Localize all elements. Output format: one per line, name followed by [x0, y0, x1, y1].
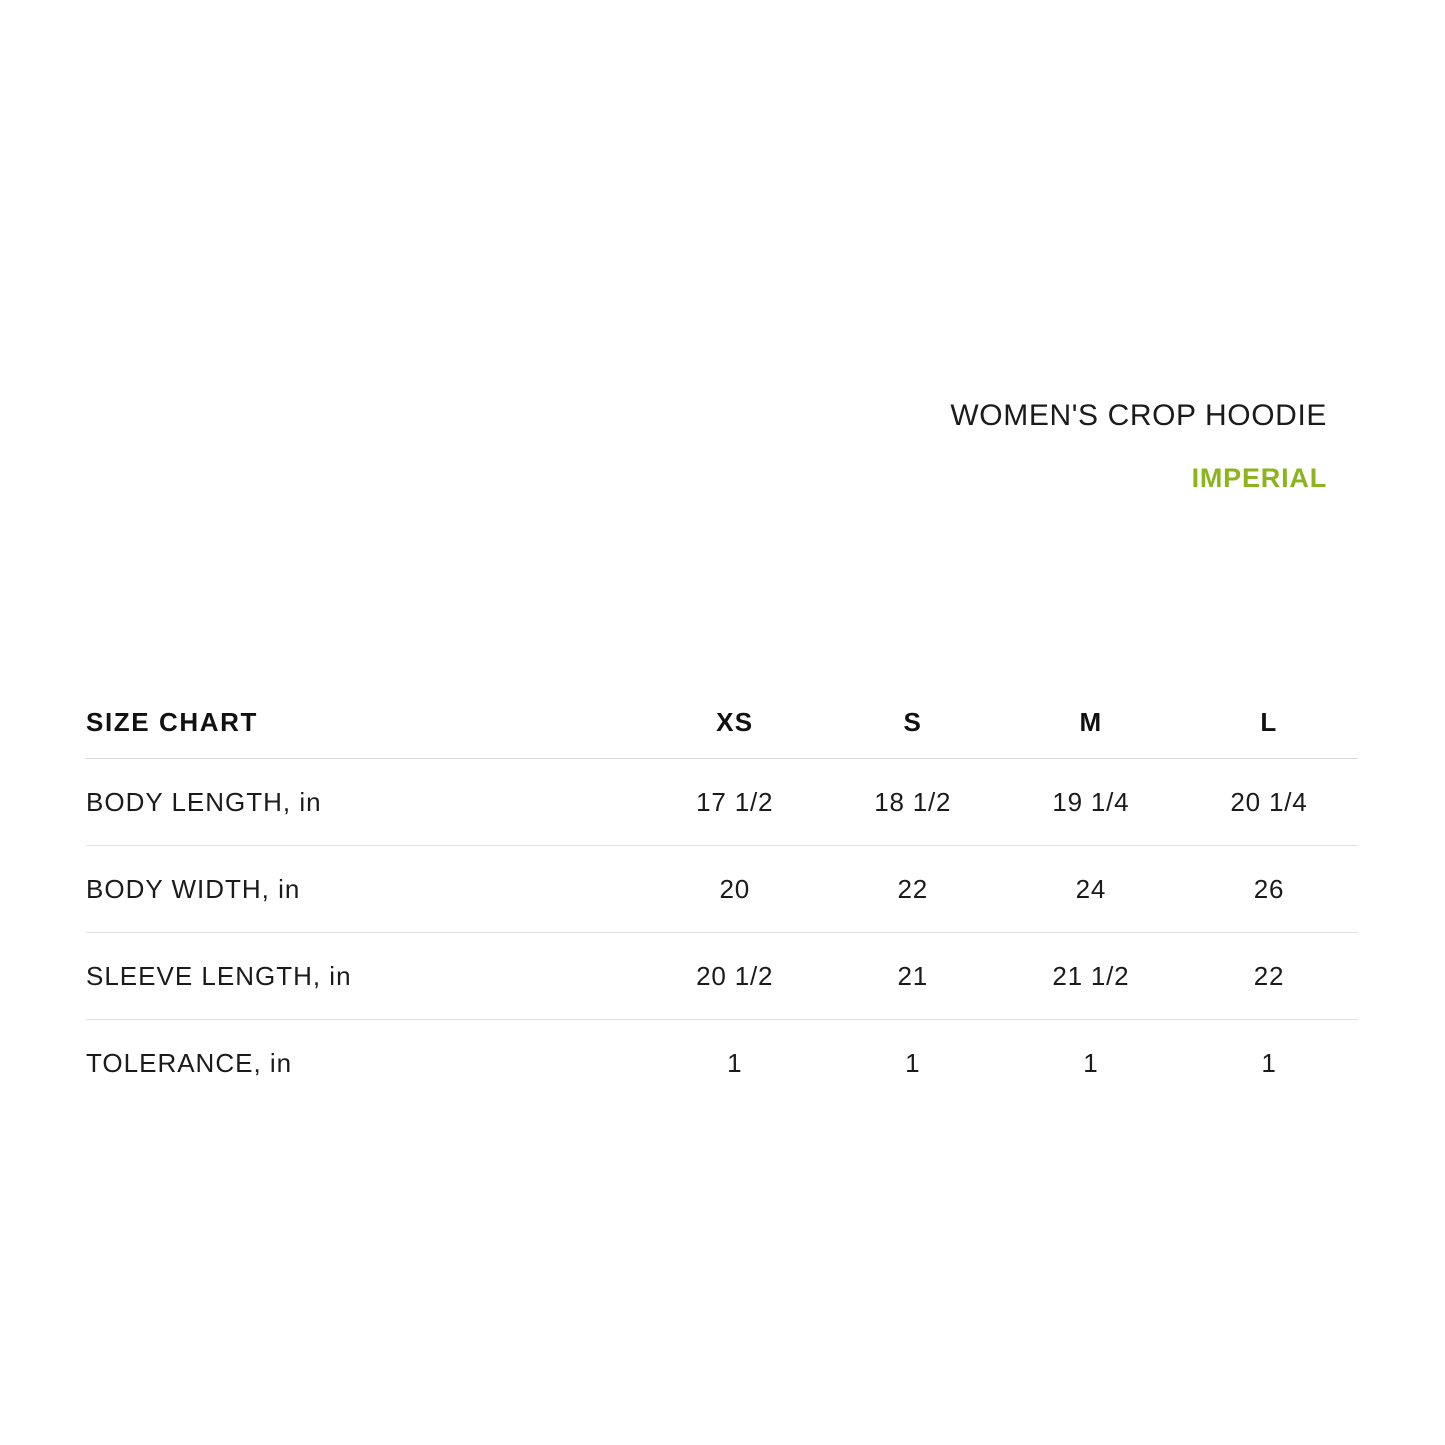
- unit-system-label: IMPERIAL: [1191, 463, 1327, 493]
- table-cell: 18 1/2: [824, 759, 1002, 846]
- table-cell: 22: [1180, 933, 1358, 1020]
- column-header-m: M: [1002, 686, 1180, 759]
- header: [950, 398, 1327, 494]
- table-cell: 21 1/2: [1002, 933, 1180, 1020]
- table-cell: 21: [824, 933, 1002, 1020]
- table-cell: 20: [646, 846, 824, 933]
- table-row: [86, 759, 1358, 846]
- row-label: BODY LENGTH, in: [86, 759, 646, 846]
- row-label: SLEEVE LENGTH, in: [86, 933, 646, 1020]
- table-corner-label: SIZE CHART: [86, 686, 646, 759]
- table-cell: 20 1/4: [1180, 759, 1358, 846]
- table-cell: 20 1/2: [646, 933, 824, 1020]
- table-cell: 26: [1180, 846, 1358, 933]
- table-cell: 22: [824, 846, 1002, 933]
- size-chart-table-wrapper: [86, 686, 1358, 1106]
- table-cell: 19 1/4: [1002, 759, 1180, 846]
- table-cell: 1: [1083, 1047, 1099, 1078]
- table-header: [86, 686, 1358, 759]
- table-header-row: [86, 686, 1358, 759]
- table-cell: 1: [905, 1047, 921, 1078]
- size-chart-table: [86, 686, 1358, 1106]
- table-row: [86, 846, 1358, 933]
- column-header-xs: XS: [646, 686, 824, 759]
- table-row: [86, 933, 1358, 1020]
- page-title: WOMEN'S CROP HOODIE: [950, 399, 1327, 432]
- table-cell: 1: [727, 1047, 743, 1078]
- table-cell: 24: [1002, 846, 1180, 933]
- table-body: [86, 759, 1358, 1107]
- row-label: TOLERANCE, in: [86, 1047, 293, 1078]
- table-cell: 1: [1261, 1047, 1277, 1078]
- column-header-s: S: [824, 686, 1002, 759]
- table-row: [86, 1020, 1358, 1107]
- row-label: BODY WIDTH, in: [86, 846, 646, 933]
- column-header-l: L: [1180, 686, 1358, 759]
- table-cell: 17 1/2: [646, 759, 824, 846]
